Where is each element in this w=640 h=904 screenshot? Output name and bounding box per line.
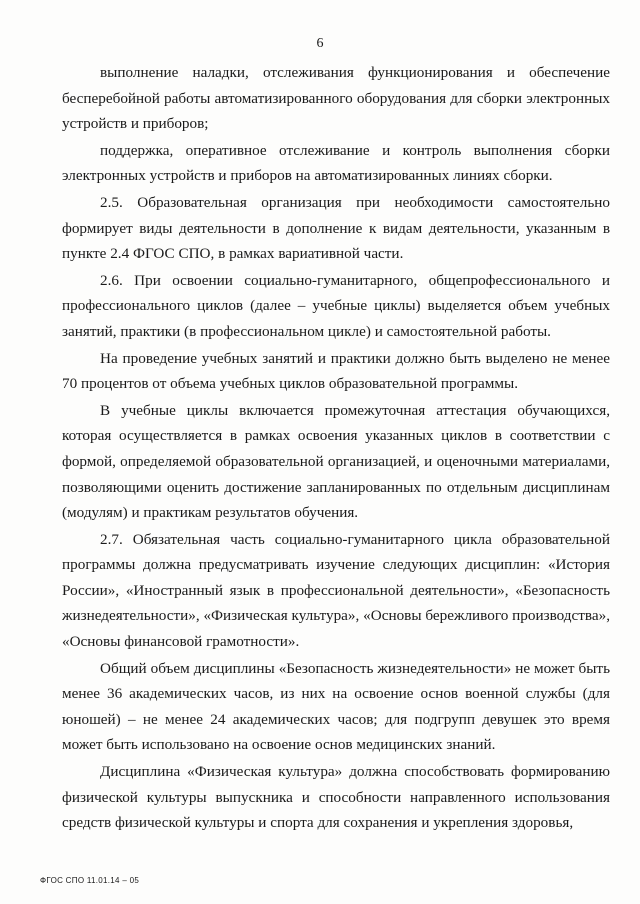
paragraph: 2.5. Образовательная организация при необходимости самостоятельно формирует виды деятельности в дополнение к видам деятельности, указанным в пункте 2.4 ФГОС СПО, в рамках вариативной части. [62, 193, 610, 263]
paragraph: 2.6. При освоении социально-гуманитарного, общепрофессионального и профессионального циклов (далее – учебные циклы) выделяется объем учебных занятий, практики (в профессиональном цикле) и самостоятельной работы. [62, 271, 610, 340]
paragraph: В учебные циклы включается промежуточная аттестация обучающихся, которая осуществляется в рамках освоения указанных циклов в соответствии с формой, определяемой образовательной организацией, и оценочными материалами, позволяющими оценить достижение запланированных по отдельным дисциплинам (модулям) и практикам результатов обучения. [62, 401, 610, 522]
paragraph: 2.7. Обязательная часть социально-гуманитарного цикла образовательной программы должна предусматривать изучение следующих дисциплин: «История России», «Иностранный язык в профессиональной деятельности», «Безопасность жизнедеятельности», «Физическая культура», «Основы бережливого производства», «Основы финансовой грамотности». [62, 530, 610, 651]
paragraph: выполнение наладки, отслеживания функционирования и обеспечение бесперебойной работы автоматизированного оборудования для сборки электронных устройств и приборов; [62, 64, 610, 133]
paragraph: поддержка, оперативное отслеживание и контроль выполнения сборки электронных устройств и приборов на автоматизированных линиях сборки. [62, 141, 610, 185]
paragraph: Общий объем дисциплины «Безопасность жизнедеятельности» не может быть менее 36 академических часов, из них на освоение основ военной службы (для юношей) – не менее 24 академических часов; для подгрупп девушек это время может быть использовано на освоение основ медицинских знаний. [62, 659, 610, 754]
paragraph: На проведение учебных занятий и практики должно быть выделено не менее 70 процентов от объема учебных циклов образовательной программы. [62, 349, 610, 393]
page-number: 6 [316, 36, 324, 51]
document-footer: ФГОС СПО 11.01.14 – 05 [40, 876, 140, 885]
paragraph: Дисциплина «Физическая культура» должна способствовать формированию физической культуры выпускника и способности направленного использования средств физической культуры и спорта для сохранения и укрепления здоровья, [62, 763, 610, 832]
document-body [62, 60, 610, 836]
